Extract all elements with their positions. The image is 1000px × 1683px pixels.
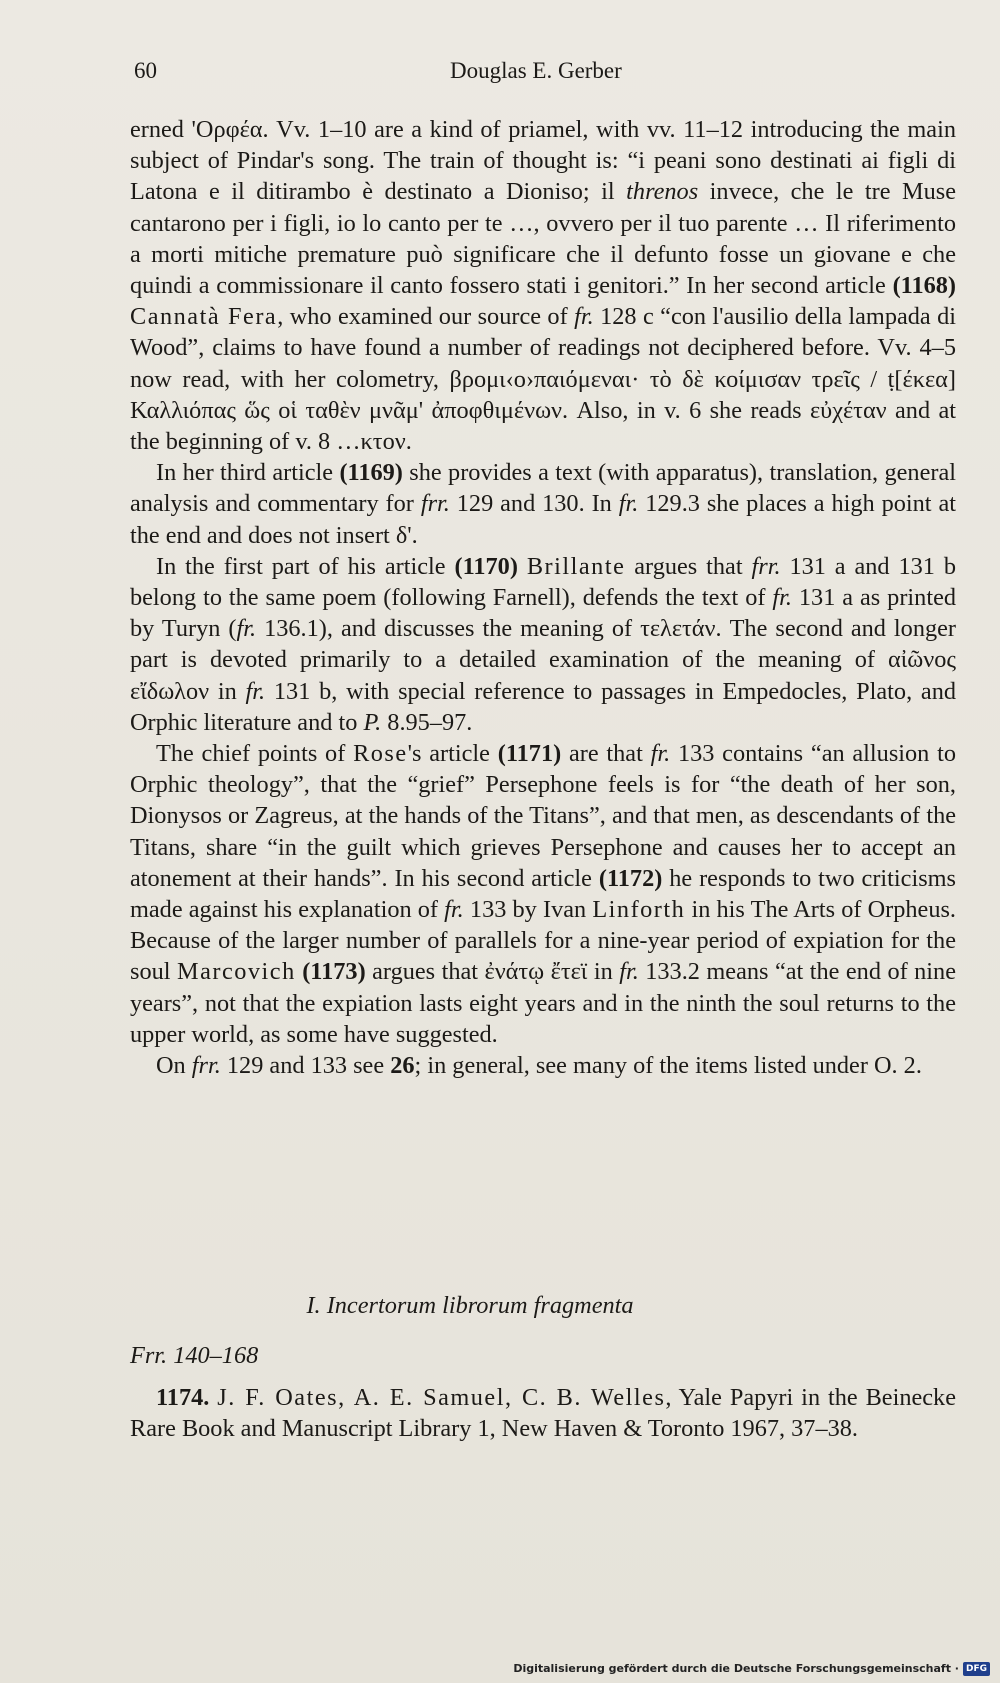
paragraph-2-run-2: she provides a text (with apparatus), translation, general analysis and commentary for (130, 459, 956, 518)
paragraph-1-run-5: Cannatà Fera (130, 303, 278, 331)
paragraph-4-run-9: fr. (444, 896, 464, 924)
funding-credit: Digitalisierung gefördert durch die Deutsche Forschungsgemeinschaft · (513, 1662, 959, 1675)
paragraph-4-run-8: he responds to two criticisms made against his explanation of (130, 864, 957, 924)
entry-run-2: J. F. Oates, A. E. Samuel, C. B. Welles (217, 1384, 666, 1411)
paragraph-1-run-2: invece, che le tre Muse cantarono per i figli, io lo canto per te …, ovvero per il tuo parente … Il riferimento a morti mitiche premature può significare che il defunto fosse un giovane e che quindi a commissionare il canto fossero stati i genitori.” In her second article (130, 178, 956, 300)
paragraph-3-run-11: fr. (245, 677, 266, 705)
paragraph-5-run-3: 26 (390, 1052, 415, 1080)
paragraph-4-run-13: Marcovich (176, 958, 296, 986)
bibliography-entry (130, 1382, 956, 1444)
running-head: Douglas E. Gerber (450, 58, 622, 83)
paragraph-3-run-0: In the first part of his article (156, 552, 455, 580)
paragraph-3-run-5: frr. (751, 552, 781, 580)
paragraph-4-run-16: argues that ἐνάτῳ ἔτεϊ in (365, 958, 620, 986)
paragraph-1-run-0: erned 'Ορφέα. Vv. 1–10 are a kind of priamel, with vv. 11–12 introducing the main subject of Pindar's song. The train of thought is: “i peani sono destinati ai figli di Latona e il ditirambo è destinato a Dioniso; il (130, 116, 956, 206)
entry-1174 (130, 1382, 956, 1444)
paragraph-1-run-7: fr. (574, 303, 594, 331)
paragraph-3-run-9: fr. (236, 615, 257, 643)
paragraph-4-run-4: are that (561, 740, 651, 768)
paragraph-5-run-4: ; in general, see many of the items listed under O. 2. (414, 1052, 922, 1080)
paragraph-5-run-2: 129 and 133 see (220, 1052, 391, 1080)
entry-run-0: 1174. (156, 1384, 210, 1411)
paragraph-2-run-3: frr. (420, 490, 450, 518)
dfg-logo-icon: DFG (963, 1662, 990, 1676)
paragraph-1-run-3: (1168) (892, 272, 956, 300)
paragraph-3-run-3: Brillante (526, 552, 626, 580)
paragraph-4-run-10: 133 by Ivan (463, 896, 593, 924)
paragraph-4-run-1: Rose (353, 740, 408, 768)
paragraph-3-run-1: (1170) (454, 552, 518, 580)
paragraph-3-run-13: P. (363, 708, 382, 736)
paragraph-1-run-1: threnos (626, 178, 699, 206)
paragraph-2-run-6: 129.3 she places a high point at the end and does not insert δ'. (130, 490, 956, 549)
paragraph-3-run-12: 131 b, with special reference to passages in Empedocles, Plato, and Orphic literature and to (130, 677, 956, 736)
paragraph-4-run-5: fr. (650, 740, 671, 768)
paragraph-3-run-4: argues that (625, 552, 752, 580)
paragraph-4-run-6: 133 contains “an allusion to Orphic theology”, that the “grief” Persephone feels is for “the death of her son, Dionysos or Zagreus, at the hands of the Titans”, and that men, as descendants of the Titans, share “in the guilt which grieves Persephone and causes her to accept an atonement at their hands”. In his second article (130, 740, 956, 892)
paragraph-2-run-0: In her third article (156, 459, 340, 487)
paragraph-4-run-17: fr. (619, 958, 639, 986)
page-header (134, 58, 954, 88)
paragraph-3-run-7: fr. (772, 584, 792, 612)
paragraph-2-run-1: (1169) (339, 459, 403, 487)
paragraph-3-run-2 (518, 553, 527, 580)
paragraph-5-run-1: frr. (191, 1052, 221, 1080)
paragraph-3-run-8: 131 a as printed by Turyn ( (130, 584, 956, 643)
paragraph-4-run-18: 133.2 means “at the end of nine years”, not that the expiation lasts eight years and in the ninth the soul returns to the upper world, as some have suggested. (130, 958, 956, 1048)
paragraph-1 (130, 114, 956, 457)
paragraph-4-run-11: Linforth (592, 896, 686, 924)
body-text (130, 114, 956, 1081)
entry-run-3: , Yale Papyri in the Beinecke Rare Book and Manuscript Library 1, New Haven & Toronto 1967, 37–38. (130, 1384, 956, 1443)
paragraph-4-run-3: (1171) (497, 740, 562, 768)
paragraph-4 (130, 738, 956, 1050)
paragraph-4-run-12: in his The Arts of Orpheus. Because of the larger number of parallels for a nine-year period of expiation for the soul (130, 896, 956, 986)
paragraph-5 (130, 1050, 956, 1081)
paragraph-1-run-6: , who examined our source of (277, 303, 575, 331)
paragraph-4-run-2: 's article (407, 740, 498, 768)
paragraph-3-run-6: 131 a and 131 b belong to the same poem (following Farnell), defends the text of (130, 552, 956, 612)
paragraph-4-run-0: The chief points of (156, 740, 354, 768)
digitization-footer (513, 1659, 990, 1679)
paragraph-2 (130, 457, 956, 551)
paragraph-2-run-5: fr. (618, 490, 639, 518)
paragraph-4-run-7: (1172) (598, 864, 663, 892)
page-number: 60 (134, 58, 157, 83)
paragraph-2-run-4: 129 and 130. In (449, 490, 619, 518)
fragments-subheading: Frr. 140–168 (130, 1342, 259, 1369)
paragraph-4-run-15: (1173) (302, 958, 366, 986)
paragraph-3-run-14: 8.95–97. (381, 708, 473, 736)
section-heading (0, 1292, 1000, 1320)
paragraph-3-run-10: 136.1), and discusses the meaning of τελετάν. The second and longer part is devoted primarily to a detailed examination of the meaning of αἰῶνος εἴδωλον in (130, 615, 957, 705)
paragraph-5-run-0: On (156, 1052, 192, 1080)
section-heading-text: I. Incertorum librorum fragmenta (306, 1292, 634, 1319)
paragraph-1-run-8: 128 c “con l'ausilio della lampada di Wood”, claims to have found a number of readings not deciphered before. Vv. 4–5 now read, with her colometry, βρομι‹ο›παιόμεναι· τὸ δὲ κοίμισαν τρεῖς / ṭ[έκεα] Καλλιόπας ὥς οἱ ταθὲν μνᾶμ' ἀποφθιμένων. Also, in v. 6 she reads εὐχέταν and at the beginning of v. 8 …κτον. (130, 303, 956, 456)
paragraph-3 (130, 551, 956, 738)
